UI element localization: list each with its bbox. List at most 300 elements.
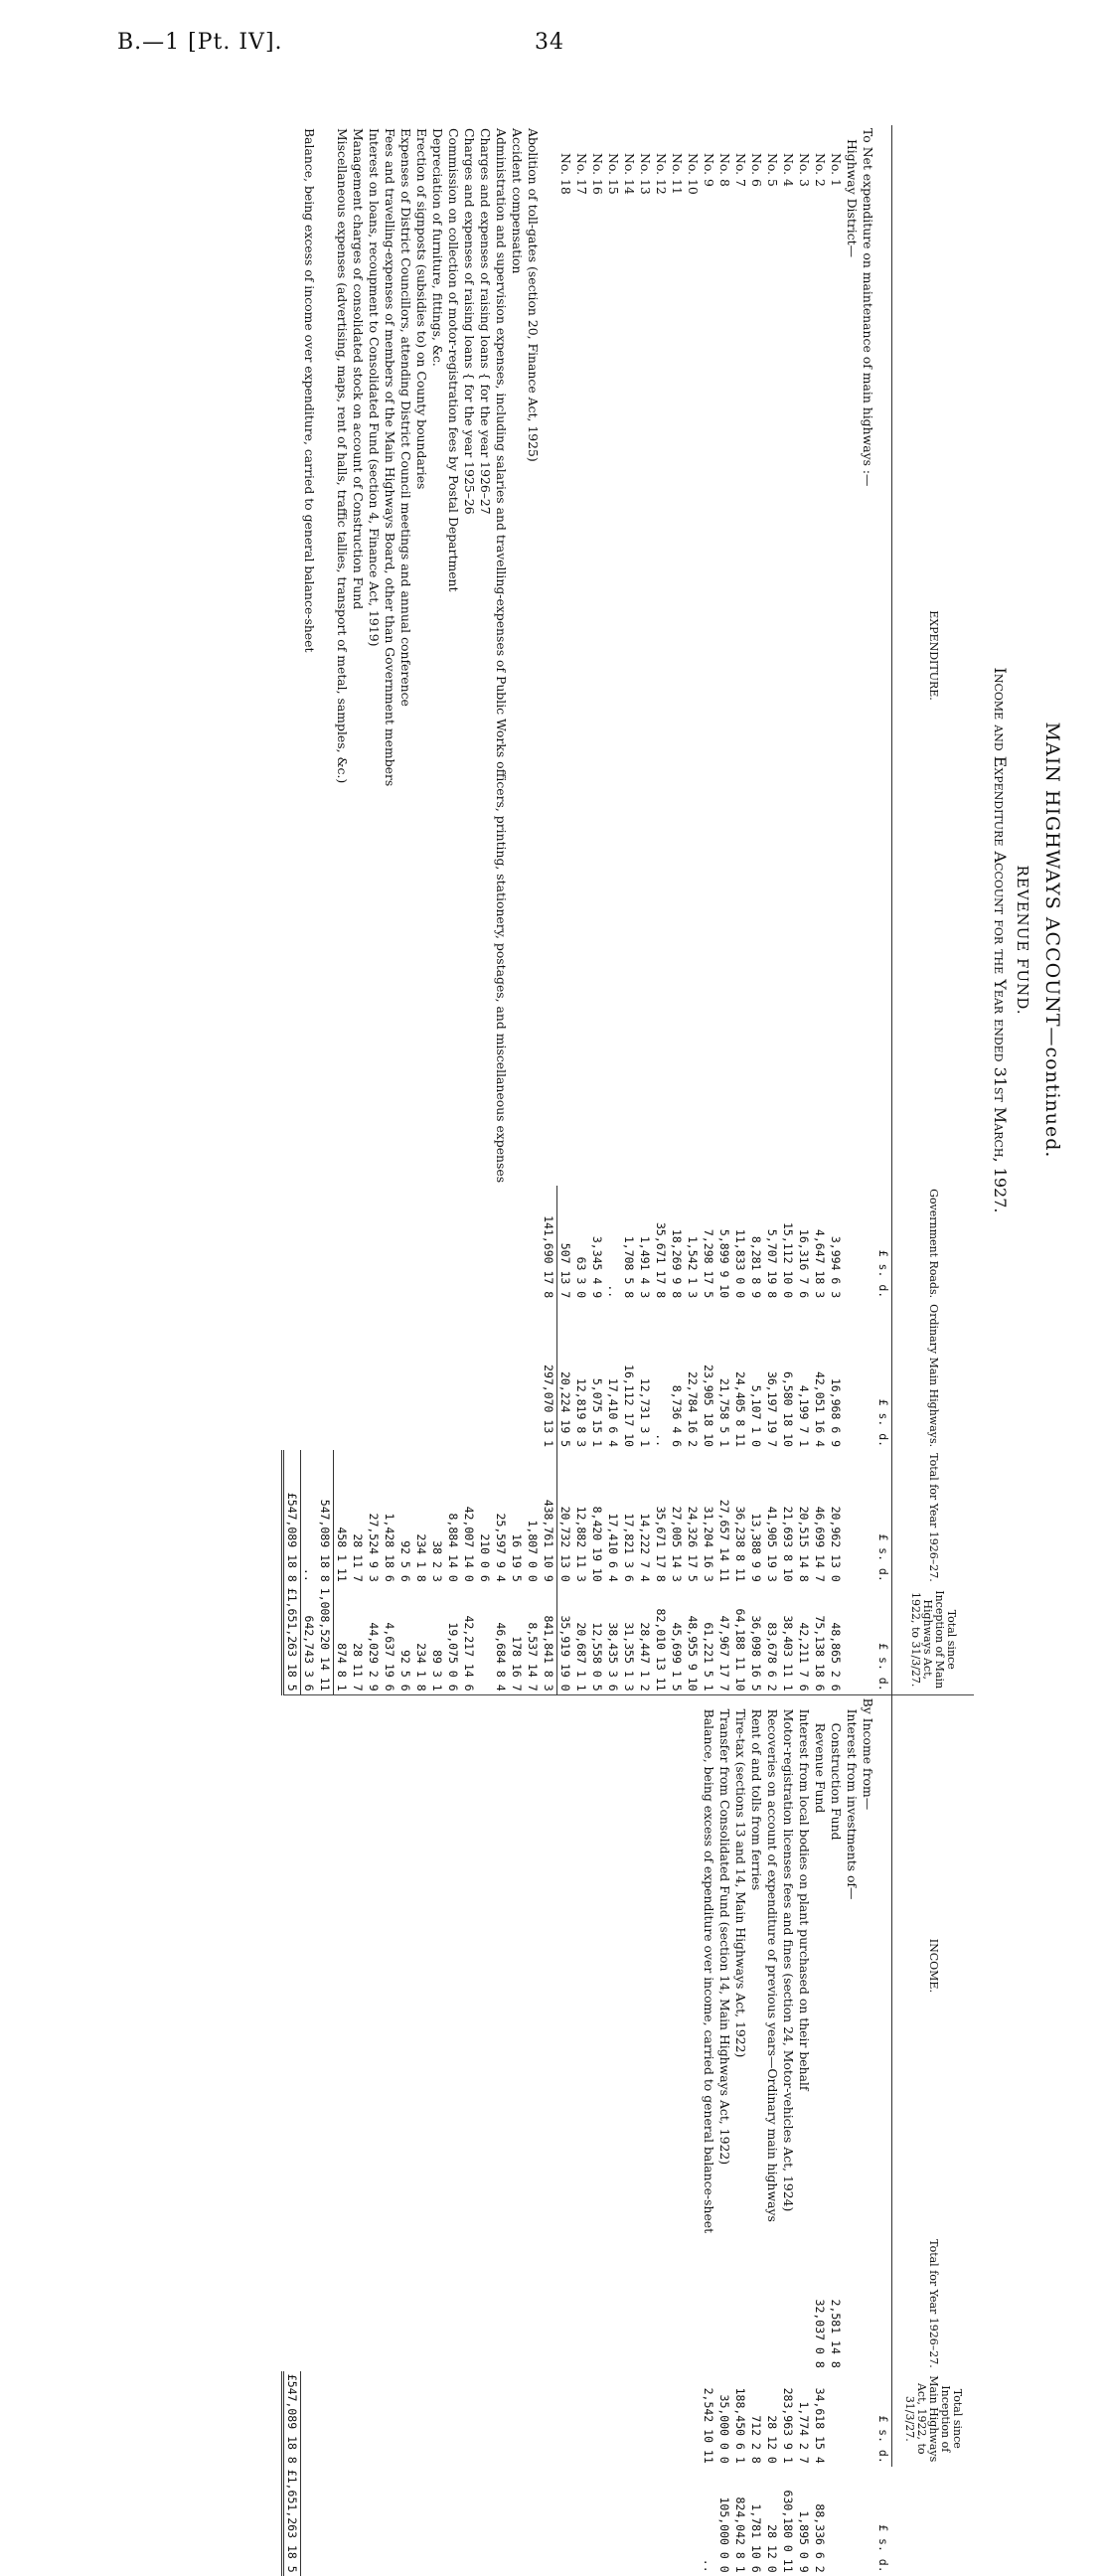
account-row bbox=[875, 125, 892, 2576]
other-expense-row-cell: 8,884 14 0 bbox=[446, 1513, 460, 1582]
exp-district-heading-cell bbox=[844, 1301, 860, 1450]
district-row-cell: 507 13 7 bbox=[558, 1242, 572, 1299]
account-row bbox=[589, 125, 605, 2576]
district-row-cell: 21,693 8 10 bbox=[781, 1506, 795, 1582]
income-cell bbox=[875, 1694, 892, 2236]
income-cell bbox=[669, 2371, 685, 2467]
income-cell bbox=[557, 2371, 574, 2467]
account-row bbox=[334, 125, 351, 2576]
income-cell bbox=[541, 1694, 557, 2236]
expenditure-grand-total-cell bbox=[283, 1301, 301, 1450]
income-cell bbox=[509, 2467, 525, 2576]
account-row bbox=[317, 125, 334, 2576]
district-row-cell: 20,687 1 1 bbox=[573, 1585, 589, 1694]
income-cell bbox=[637, 2467, 653, 2576]
fund-title: REVENUE FUND. bbox=[1014, 865, 1031, 1016]
balance-row-cell bbox=[301, 1301, 318, 1450]
income-cell bbox=[350, 2236, 366, 2371]
other-expense-row-cell bbox=[493, 1186, 509, 1301]
account-row bbox=[366, 125, 382, 2576]
income-cell bbox=[796, 2236, 812, 2371]
district-row-cell: No. 6 bbox=[749, 153, 764, 187]
exp-intro-cell: To Net expenditure on maintenance of main highways :— bbox=[861, 128, 875, 487]
district-row-cell: 38,403 11 1 bbox=[780, 1585, 796, 1694]
district-row-cell: 8,736 4 6 bbox=[670, 1384, 684, 1448]
income-cell bbox=[397, 2371, 413, 2467]
income-cell: Interest from investments of— bbox=[845, 1708, 860, 1900]
district-row-cell: 13,388 9 9 bbox=[749, 1513, 763, 1582]
subtotal-row-cell bbox=[541, 125, 557, 1186]
exp-district-heading-cell bbox=[844, 1585, 860, 1694]
income-cell bbox=[301, 2371, 318, 2467]
income-cell bbox=[844, 2371, 860, 2467]
other-expense-row-cell bbox=[350, 1186, 366, 1301]
income-cell bbox=[317, 2467, 334, 2576]
income-cell bbox=[429, 2467, 445, 2576]
income-cell bbox=[573, 2236, 589, 2371]
account-row bbox=[844, 125, 860, 2576]
currency-row-cell: £ s. d. bbox=[876, 1533, 890, 1582]
other-expense-row-cell: 458 1 11 bbox=[335, 1527, 349, 1582]
income-cell bbox=[573, 2371, 589, 2467]
account-row bbox=[397, 125, 413, 2576]
income-cell: 34,618 15 4 bbox=[813, 2387, 827, 2464]
exp-intro-cell bbox=[860, 1585, 875, 1694]
district-row-cell: 3,345 4 9 bbox=[590, 1235, 604, 1299]
balance-row-cell bbox=[301, 1186, 318, 1301]
district-row-cell: No. 4 bbox=[781, 153, 796, 187]
district-row-cell: 20,732 13 0 bbox=[558, 1506, 572, 1582]
exp-district-heading-cell bbox=[844, 1186, 860, 1301]
district-row-cell: No. 9 bbox=[702, 153, 716, 187]
other-expense-row-cell: Interest on loans, recoupment to Consolidated Fund (section 4, Finance Act, 1919) bbox=[367, 128, 382, 647]
income-cell bbox=[445, 1694, 461, 2236]
account-row bbox=[860, 125, 875, 2576]
district-row-cell: 12,558 0 5 bbox=[589, 1585, 605, 1694]
other-expense-row-cell: Expenses of District Councillors, attending District Council meetings and annual conference bbox=[398, 128, 413, 707]
district-row-cell: No. 5 bbox=[765, 153, 780, 187]
income-cell bbox=[366, 2371, 382, 2467]
district-row-cell: 12,882 11 3 bbox=[574, 1506, 588, 1582]
district-row-cell: 18,269 9 8 bbox=[670, 1228, 684, 1299]
other-expense-row-cell: 44,029 2 9 bbox=[366, 1585, 382, 1694]
district-row-cell: 45,699 1 5 bbox=[669, 1585, 685, 1694]
other-expense-row-cell: 874 8 1 bbox=[334, 1585, 351, 1694]
district-row-cell: 38,435 3 6 bbox=[605, 1585, 621, 1694]
district-row-cell: No. 14 bbox=[622, 153, 637, 195]
other-expense-row-cell: 178 16 7 bbox=[509, 1585, 525, 1694]
district-row-cell: 11,833 0 0 bbox=[733, 1228, 747, 1299]
income-cell bbox=[429, 1694, 445, 2236]
district-row-cell: 36,238 8 11 bbox=[733, 1506, 747, 1582]
district-row-cell: 5,899 9 10 bbox=[717, 1228, 731, 1299]
account-row bbox=[283, 125, 301, 2576]
income-cell bbox=[413, 1694, 429, 2236]
income-cell bbox=[334, 1694, 351, 2236]
income-cell: Recoveries on account of expenditure of previous years—Ordinary main highways bbox=[765, 1708, 780, 2222]
district-row-cell: No. 2 bbox=[813, 153, 828, 187]
income-cell: Construction Fund bbox=[829, 1722, 844, 1841]
income-grand-total-cell: £547,089 18 8 bbox=[283, 2371, 301, 2467]
other-expense-row-cell bbox=[445, 1301, 461, 1450]
income-cell bbox=[382, 2467, 397, 2576]
district-row-cell: 8,281 8 9 bbox=[749, 1235, 763, 1299]
currency-row-cell: £ s. d. bbox=[875, 1585, 892, 1694]
income-cell bbox=[573, 1694, 589, 2236]
income-grand-total-cell bbox=[283, 1694, 301, 2236]
other-expense-row-cell: 19,075 0 6 bbox=[445, 1585, 461, 1694]
other-expense-row-cell bbox=[350, 1301, 366, 1450]
col-expenditure: EXPENDITURE. bbox=[892, 125, 975, 1186]
income-cell: Balance, being excess of expenditure over income, carried to general balance-sheet bbox=[702, 1708, 716, 2234]
account-row bbox=[748, 125, 764, 2576]
other-expense-row-cell bbox=[477, 1585, 493, 1694]
income-cell bbox=[445, 2467, 461, 2576]
income-cell bbox=[541, 2467, 557, 2576]
other-expense-row-cell: 16 19 5 bbox=[510, 1533, 524, 1582]
expenditure-grand-total-cell bbox=[283, 1186, 301, 1301]
district-row-cell: 28,447 1 2 bbox=[637, 1585, 653, 1694]
income-cell bbox=[382, 1694, 397, 2236]
district-row-cell: 82,010 13 11 bbox=[653, 1585, 669, 1694]
district-row-cell: No. 12 bbox=[654, 153, 669, 195]
income-cell bbox=[525, 2371, 541, 2467]
other-expense-row-cell: Abolition of toll-gates (section 20, Finance Act, 1925) bbox=[526, 128, 541, 462]
income-cell bbox=[317, 1694, 334, 2236]
account-row bbox=[509, 125, 525, 2576]
account-row bbox=[780, 125, 796, 2576]
district-row-cell: No. 7 bbox=[733, 153, 748, 187]
income-cell bbox=[493, 2236, 509, 2371]
account-row bbox=[382, 125, 397, 2576]
account-row bbox=[557, 125, 574, 2576]
district-row-cell: No. 1 bbox=[829, 153, 844, 187]
other-expense-row-cell: 28 11 7 bbox=[350, 1585, 366, 1694]
district-row-cell: 35,671 17 8 bbox=[654, 1222, 668, 1299]
income-cell bbox=[477, 2467, 493, 2576]
district-row-cell: 41,905 19 3 bbox=[765, 1506, 779, 1582]
income-cell bbox=[621, 2236, 637, 2371]
other-expense-row-cell: 92 5 6 bbox=[398, 1540, 412, 1582]
other-expense-row-cell bbox=[397, 1186, 413, 1301]
income-cell bbox=[653, 1694, 669, 2236]
district-row-cell: 83,678 6 2 bbox=[764, 1585, 780, 1694]
income-cell bbox=[621, 1694, 637, 2236]
income-cell: 35,000 0 0 bbox=[717, 2394, 731, 2464]
account-row bbox=[301, 125, 318, 2576]
income-cell bbox=[685, 2467, 701, 2576]
income-cell bbox=[477, 1694, 493, 2236]
account-row bbox=[605, 125, 621, 2576]
income-cell bbox=[366, 2467, 382, 2576]
other-expense-row-cell: 42,007 14 0 bbox=[462, 1506, 476, 1582]
income-cell bbox=[557, 2236, 574, 2371]
other-expense-row-cell: 92 5 6 bbox=[397, 1585, 413, 1694]
income-cell bbox=[589, 1694, 605, 2236]
income-cell bbox=[860, 2467, 875, 2576]
col-inc-total-year: Total for Year 1926–27. bbox=[892, 2236, 975, 2371]
expenditure-total-row-cell bbox=[317, 1301, 334, 1450]
account-row bbox=[796, 125, 812, 2576]
income-cell bbox=[445, 2371, 461, 2467]
district-row-cell: 31,355 1 3 bbox=[621, 1585, 637, 1694]
other-expense-row-cell bbox=[509, 1301, 525, 1450]
other-expense-row-cell bbox=[461, 1186, 477, 1301]
other-expense-row-cell bbox=[366, 1301, 382, 1450]
income-cell bbox=[334, 2467, 351, 2576]
district-row-cell: 1,491 4 3 bbox=[638, 1235, 652, 1299]
income-cell: 188,450 6 1 bbox=[733, 2387, 747, 2464]
expenditure-total-row-cell: 1,008,520 14 11 bbox=[317, 1585, 334, 1694]
account-row bbox=[493, 125, 509, 2576]
district-row-cell: 75,138 18 6 bbox=[812, 1585, 828, 1694]
exp-district-heading-cell: Highway District— bbox=[845, 139, 860, 258]
income-cell bbox=[525, 2236, 541, 2371]
income-cell bbox=[605, 1694, 621, 2236]
balance-row-cell: .. bbox=[302, 1567, 316, 1582]
account-row bbox=[541, 125, 557, 2576]
district-row-cell: No. 16 bbox=[590, 153, 605, 195]
income-cell bbox=[637, 2371, 653, 2467]
income-cell: 2,581 14 8 bbox=[829, 2299, 843, 2368]
expenditure-grand-total-cell: £1,651,263 18 5 bbox=[283, 1585, 301, 1694]
income-cell bbox=[301, 1694, 318, 2236]
income-cell bbox=[429, 2236, 445, 2371]
income-cell: 1,895 0 9 bbox=[797, 2510, 811, 2573]
income-cell bbox=[605, 2371, 621, 2467]
district-row-cell: 22,784 16 2 bbox=[686, 1370, 700, 1448]
income-cell bbox=[350, 1694, 366, 2236]
income-cell: By Income from— bbox=[861, 1697, 875, 1811]
col-exp-total-year: Total for Year 1926–27. bbox=[892, 1450, 975, 1585]
account-row bbox=[828, 125, 844, 2576]
col-ordinary-main-highways: Ordinary Main Highways. bbox=[892, 1301, 975, 1450]
account-row bbox=[621, 125, 637, 2576]
income-cell bbox=[669, 2236, 685, 2371]
income-cell bbox=[366, 2236, 382, 2371]
income-cell bbox=[621, 2371, 637, 2467]
other-expense-row-cell: 1,428 18 6 bbox=[383, 1513, 396, 1582]
income-cell bbox=[397, 2236, 413, 2371]
district-row-cell: 1,542 1 3 bbox=[686, 1235, 700, 1299]
income-cell bbox=[637, 2236, 653, 2371]
income-cell bbox=[732, 2236, 748, 2371]
income-cell bbox=[397, 2467, 413, 2576]
income-cell bbox=[525, 1694, 541, 2236]
account-row bbox=[812, 125, 828, 2576]
other-expense-row-cell: Accident compensation bbox=[510, 128, 525, 274]
income-cell bbox=[621, 2467, 637, 2576]
currency-row-cell: £ s. d. bbox=[876, 1249, 890, 1299]
income-cell bbox=[685, 2236, 701, 2371]
district-row-cell: 8,420 19 10 bbox=[590, 1506, 604, 1582]
income-cell bbox=[701, 2236, 716, 2371]
income-cell bbox=[301, 2467, 318, 2576]
district-row-cell: 35,919 19 0 bbox=[557, 1585, 574, 1694]
col-exp-total-since: Total since Inception of Main Highways Act, 1922, to 31/3/27. bbox=[892, 1585, 975, 1694]
income-cell bbox=[493, 2371, 509, 2467]
other-expense-row-cell: 89 3 1 bbox=[429, 1585, 445, 1694]
district-row-cell: 5,707 19 8 bbox=[765, 1228, 779, 1299]
income-cell bbox=[748, 2236, 764, 2371]
income-cell bbox=[653, 2467, 669, 2576]
income-cell: 28 12 0 bbox=[765, 2415, 779, 2464]
district-row-cell: 36,197 19 7 bbox=[765, 1370, 779, 1448]
income-cell bbox=[653, 2371, 669, 2467]
income-cell bbox=[461, 1694, 477, 2236]
district-row-cell: 6,580 18 10 bbox=[781, 1370, 795, 1448]
income-cell: Motor-registration licenses fees and fines (section 24, Motor-vehicles Act, 1924) bbox=[781, 1708, 796, 2212]
district-row-cell: 20,515 14 8 bbox=[797, 1506, 811, 1582]
account-row bbox=[573, 125, 589, 2576]
district-row-cell: 17,821 3 6 bbox=[622, 1513, 636, 1582]
district-row-cell: 20,224 19 5 bbox=[558, 1370, 572, 1448]
expenditure-grand-total-cell bbox=[283, 125, 301, 1186]
income-cell bbox=[669, 2467, 685, 2576]
income-cell bbox=[301, 2236, 318, 2371]
income-cell bbox=[366, 1694, 382, 2236]
income-cell bbox=[461, 2371, 477, 2467]
district-row-cell: 36,098 16 5 bbox=[748, 1585, 764, 1694]
income-cell bbox=[573, 2467, 589, 2576]
district-row-cell: No. 3 bbox=[797, 153, 812, 187]
income-cell: Transfer from Consolidated Fund (section 14, Main Highways Act, 1922) bbox=[717, 1708, 732, 2166]
subtotal-row-cell: 438,761 10 9 bbox=[541, 1450, 557, 1585]
district-row-cell: 3,994 6 3 bbox=[829, 1235, 843, 1299]
district-row-cell: No. 17 bbox=[574, 153, 589, 195]
district-row-cell: 48,865 2 6 bbox=[828, 1585, 844, 1694]
col-government-roads: Government Roads. bbox=[892, 1186, 975, 1301]
income-cell bbox=[860, 2236, 875, 2371]
other-expense-row-cell: Administration and supervision expenses, including salaries and travelling-expenses of Public Works officers, printing, stationery, postages, and miscellaneous expenses bbox=[494, 128, 509, 1184]
other-expense-row-cell bbox=[477, 1186, 493, 1301]
other-expense-row-cell: 46,684 8 4 bbox=[493, 1585, 509, 1694]
col-inc-total-since: Total since Inception of Main Highways Act, 1922, to 31/3/27. bbox=[892, 2371, 975, 2467]
income-cell bbox=[828, 2467, 844, 2576]
district-row-cell: 63 3 0 bbox=[574, 1256, 588, 1299]
page-reference: B.—1 [Pt. IV]. bbox=[117, 30, 283, 55]
income-cell bbox=[637, 1694, 653, 2236]
income-cell bbox=[653, 2236, 669, 2371]
other-expense-row-cell bbox=[429, 1186, 445, 1301]
income-cell: 32,037 0 8 bbox=[813, 2299, 827, 2368]
district-row-cell: 61,221 5 1 bbox=[701, 1585, 716, 1694]
income-cell bbox=[461, 2467, 477, 2576]
income-cell bbox=[557, 2467, 574, 2576]
balance-row-cell: Balance, being excess of income over expenditure, carried to general balance-sheet bbox=[302, 128, 317, 653]
district-row-cell: 16,316 7 6 bbox=[797, 1228, 811, 1299]
income-cell bbox=[317, 2371, 334, 2467]
income-cell bbox=[589, 2236, 605, 2371]
district-row-cell: No. 8 bbox=[717, 153, 732, 187]
income-cell: £ s. d. bbox=[876, 2415, 890, 2464]
other-expense-row-cell: 8,537 14 7 bbox=[525, 1585, 541, 1694]
district-row-cell: 4,199 7 1 bbox=[797, 1384, 811, 1448]
other-expense-row-cell bbox=[429, 1301, 445, 1450]
district-row-cell: 24,405 8 11 bbox=[733, 1370, 747, 1448]
exp-intro-cell bbox=[860, 1186, 875, 1301]
income-cell bbox=[397, 1694, 413, 2236]
income-cell: £ s. d. bbox=[876, 2524, 891, 2573]
income-cell bbox=[350, 2371, 366, 2467]
district-row-cell: No. 10 bbox=[686, 153, 701, 195]
account-row bbox=[701, 125, 716, 2576]
income-cell bbox=[477, 2371, 493, 2467]
income-cell: 2,542 10 11 bbox=[702, 2387, 715, 2464]
district-row-cell: 46,699 14 7 bbox=[813, 1506, 827, 1582]
other-expense-row-cell: Charges and expenses of raising loans { for the year 1926–27 bbox=[478, 128, 493, 515]
other-expense-row-cell bbox=[413, 1301, 429, 1450]
income-cell: 28 12 0 bbox=[765, 2524, 779, 2573]
other-expense-row-cell: 25,597 9 4 bbox=[494, 1513, 508, 1582]
other-expense-row-cell: Management charges of consolidated stock on account of Construction Fund bbox=[351, 128, 366, 610]
income-cell: 105,000 0 0 bbox=[717, 2496, 731, 2573]
other-expense-row-cell: 38 2 3 bbox=[430, 1540, 444, 1582]
district-row-cell: 16,968 6 9 bbox=[829, 1377, 843, 1448]
account-table bbox=[281, 125, 974, 2576]
district-row-cell: No. 15 bbox=[606, 153, 621, 195]
col-income: INCOME. bbox=[892, 1694, 975, 2236]
district-row-cell: 1,708 5 8 bbox=[622, 1235, 636, 1299]
other-expense-row-cell bbox=[397, 1301, 413, 1450]
income-cell bbox=[875, 2236, 892, 2371]
district-row-cell: 64,188 11 10 bbox=[732, 1585, 748, 1694]
other-expense-row-cell: Depreciation of furniture, fittings, &c. bbox=[430, 128, 445, 367]
account-row bbox=[685, 125, 701, 2576]
other-expense-row-cell: 42,217 14 6 bbox=[461, 1585, 477, 1694]
page-number: 34 bbox=[535, 30, 564, 55]
district-row-cell: No. 11 bbox=[670, 153, 685, 195]
income-grand-total-cell: £1,651,263 18 5 bbox=[283, 2467, 301, 2576]
other-expense-row-cell bbox=[382, 1301, 397, 1450]
district-row-cell: 21,758 5 1 bbox=[717, 1377, 731, 1448]
account-row bbox=[764, 125, 780, 2576]
account-row bbox=[350, 125, 366, 2576]
account-row bbox=[653, 125, 669, 2576]
income-cell: 1,774 2 7 bbox=[797, 2401, 811, 2464]
other-expense-row-cell bbox=[525, 1186, 541, 1301]
income-cell bbox=[557, 1694, 574, 2236]
other-expense-row-cell: 234 1 8 bbox=[413, 1585, 429, 1694]
district-row-cell: 4,647 18 3 bbox=[813, 1228, 827, 1299]
other-expense-row-cell: Charges and expenses of raising loans { for the year 1925–26 bbox=[462, 128, 477, 515]
income-cell: Tire-tax (sections 13 and 14, Main Highways Act, 1922) bbox=[733, 1708, 748, 2058]
income-cell bbox=[350, 2467, 366, 2576]
account-row bbox=[525, 125, 541, 2576]
district-row-cell: 17,410 6 4 bbox=[606, 1377, 620, 1448]
district-row-cell: .. bbox=[606, 1284, 620, 1299]
income-cell bbox=[764, 2236, 780, 2371]
income-cell bbox=[605, 2236, 621, 2371]
district-row-cell: 23,905 18 10 bbox=[702, 1365, 715, 1448]
income-cell bbox=[541, 2371, 557, 2467]
income-cell: Revenue Fund bbox=[813, 1722, 828, 1814]
expenditure-total-row-cell: 547,089 18 8 bbox=[317, 1450, 334, 1585]
district-row-cell: 16,112 17 10 bbox=[622, 1365, 636, 1448]
income-cell bbox=[413, 2236, 429, 2371]
income-cell: .. bbox=[702, 2558, 715, 2573]
income-cell bbox=[716, 2236, 732, 2371]
income-cell bbox=[493, 1694, 509, 2236]
income-cell bbox=[685, 2371, 701, 2467]
account-row bbox=[445, 125, 461, 2576]
account-row bbox=[477, 125, 493, 2576]
exp-intro-cell bbox=[860, 1450, 875, 1585]
district-row-cell: 7,298 17 5 bbox=[702, 1228, 715, 1299]
income-cell bbox=[860, 2371, 875, 2467]
income-cell bbox=[445, 2236, 461, 2371]
other-expense-row-cell: Commission on collection of motor-registration fees by Postal Department bbox=[446, 128, 461, 592]
